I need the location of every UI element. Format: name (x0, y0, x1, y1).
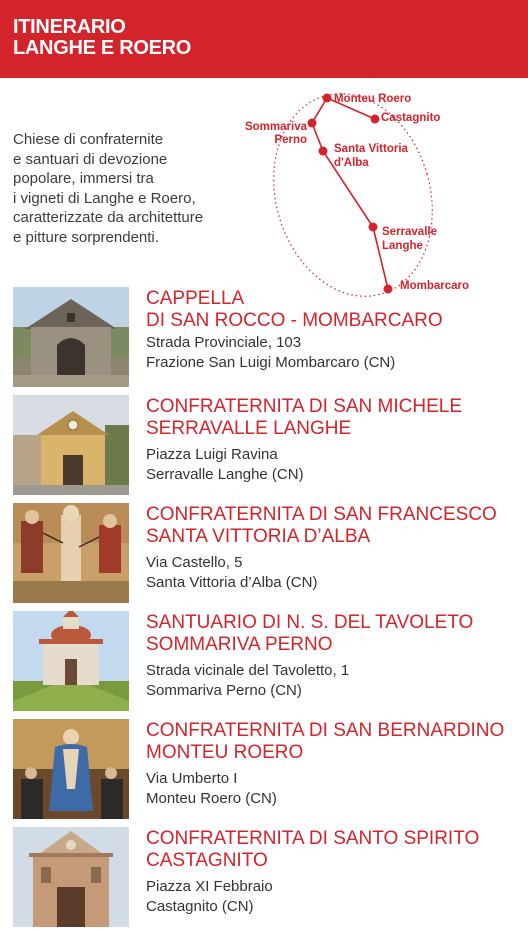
intro-line: Chiese di confraternite (13, 131, 164, 148)
church-entry (0, 503, 528, 607)
intro-line: caratterizzate da architetture (13, 209, 204, 226)
address-line: Frazione San Luigi Mombarcaro (CN) (146, 354, 396, 371)
address-line: Via Castello, 5 (146, 554, 243, 571)
stone-chapel-photo (13, 287, 129, 387)
intro-line: e santuari di devozione (13, 150, 168, 168)
ochre-church-photo (13, 395, 129, 495)
church-entry (0, 287, 528, 391)
church-entry (0, 395, 528, 499)
church-title (146, 828, 526, 872)
church-title-line: CONFRATERNITA DI SAN MICHELE (146, 396, 462, 417)
church-title-line: CONFRATERNITA DI SAN FRANCESCO (146, 504, 497, 525)
church-title-line: CONFRATERNITA DI SANTO SPIRITO (146, 828, 480, 849)
map-pin-monteu-roero (323, 94, 332, 103)
church-title-line: DI SAN ROCCO - MOMBARCARO (146, 310, 443, 331)
intro-line: e pitture sorprendenti. (13, 228, 159, 246)
route-line (312, 98, 388, 289)
map-label-monteu-roero: Monteu Roero (334, 93, 412, 105)
church-entry (0, 719, 528, 823)
intro-line: i vigneti di Langhe e Roero, (13, 189, 196, 207)
church-address (146, 553, 526, 593)
church-title (146, 504, 526, 548)
map-label-serravalle: Serravalle (382, 226, 437, 238)
map-label-santa-vittoria: Santa Vittoria (334, 143, 408, 155)
map-label-langhe: Langhe (382, 240, 423, 252)
map-label-perno: Perno (274, 134, 307, 146)
church-title-line: SOMMARIVA PERNO (146, 634, 333, 655)
church-address (146, 769, 526, 809)
address-line: Serravalle Langhe (CN) (146, 466, 304, 483)
round-sanctuary-photo (13, 611, 129, 711)
church-address (146, 877, 526, 917)
church-address (146, 333, 526, 373)
page-title (13, 17, 191, 59)
address-line: Sommariva Perno (CN) (146, 682, 302, 699)
map-label-sommariva: Sommariva (244, 121, 307, 133)
header-banner (0, 0, 528, 78)
map-pin-santa-vittoria (319, 147, 328, 156)
church-address (146, 661, 526, 701)
church-title-line: MONTEU ROERO (146, 742, 304, 763)
address-line: Castagnito (CN) (146, 898, 254, 915)
church-title-line: SANTA VITTORIA D’ALBA (146, 526, 371, 547)
church-title-line: CAPPELLA (146, 288, 245, 309)
address-line: Santa Vittoria d’Alba (CN) (146, 574, 318, 591)
map-label-mombarcaro: Mombarcaro (400, 280, 470, 292)
map-pin-sommariva-perno (308, 119, 317, 128)
church-address (146, 445, 526, 485)
church-title-line: SERRAVALLE LANGHE (146, 418, 352, 439)
intro-line: popolare, immersi tra (13, 170, 154, 187)
church-title (146, 396, 526, 440)
church-entry (0, 827, 528, 931)
address-line: Monteu Roero (CN) (146, 790, 277, 807)
church-title (146, 288, 526, 332)
brick-facade-photo (13, 827, 129, 927)
route-map (230, 85, 528, 300)
church-title-line: CASTAGNITO (146, 850, 268, 871)
church-title-line: SANTUARIO DI N. S. DEL TAVOLETO (146, 612, 474, 633)
madonna-painting-photo (13, 719, 129, 819)
map-pin-serravalle (369, 223, 378, 232)
page-title-line-2: LANGHE E ROERO (13, 37, 192, 59)
address-line: Strada Provinciale, 103 (146, 334, 302, 351)
church-entry (0, 611, 528, 715)
address-line: Via Umberto I (146, 770, 238, 787)
map-pin-castagnito (371, 115, 380, 124)
address-line: Piazza Luigi Ravina (146, 446, 278, 463)
map-label-castagnito: Castagnito (381, 112, 441, 124)
address-line: Piazza XI Febbraio (146, 878, 273, 895)
page-title-line-1: ITINERARIO (13, 16, 126, 38)
fresco-photo (13, 503, 129, 603)
church-title (146, 720, 526, 764)
intro-text (13, 130, 243, 247)
church-title (146, 612, 526, 656)
address-line: Strada vicinale del Tavoletto, 1 (146, 662, 350, 679)
church-title-line: CONFRATERNITA DI SAN BERNARDINO (146, 720, 505, 741)
map-label-dalba: d'Alba (334, 157, 369, 169)
